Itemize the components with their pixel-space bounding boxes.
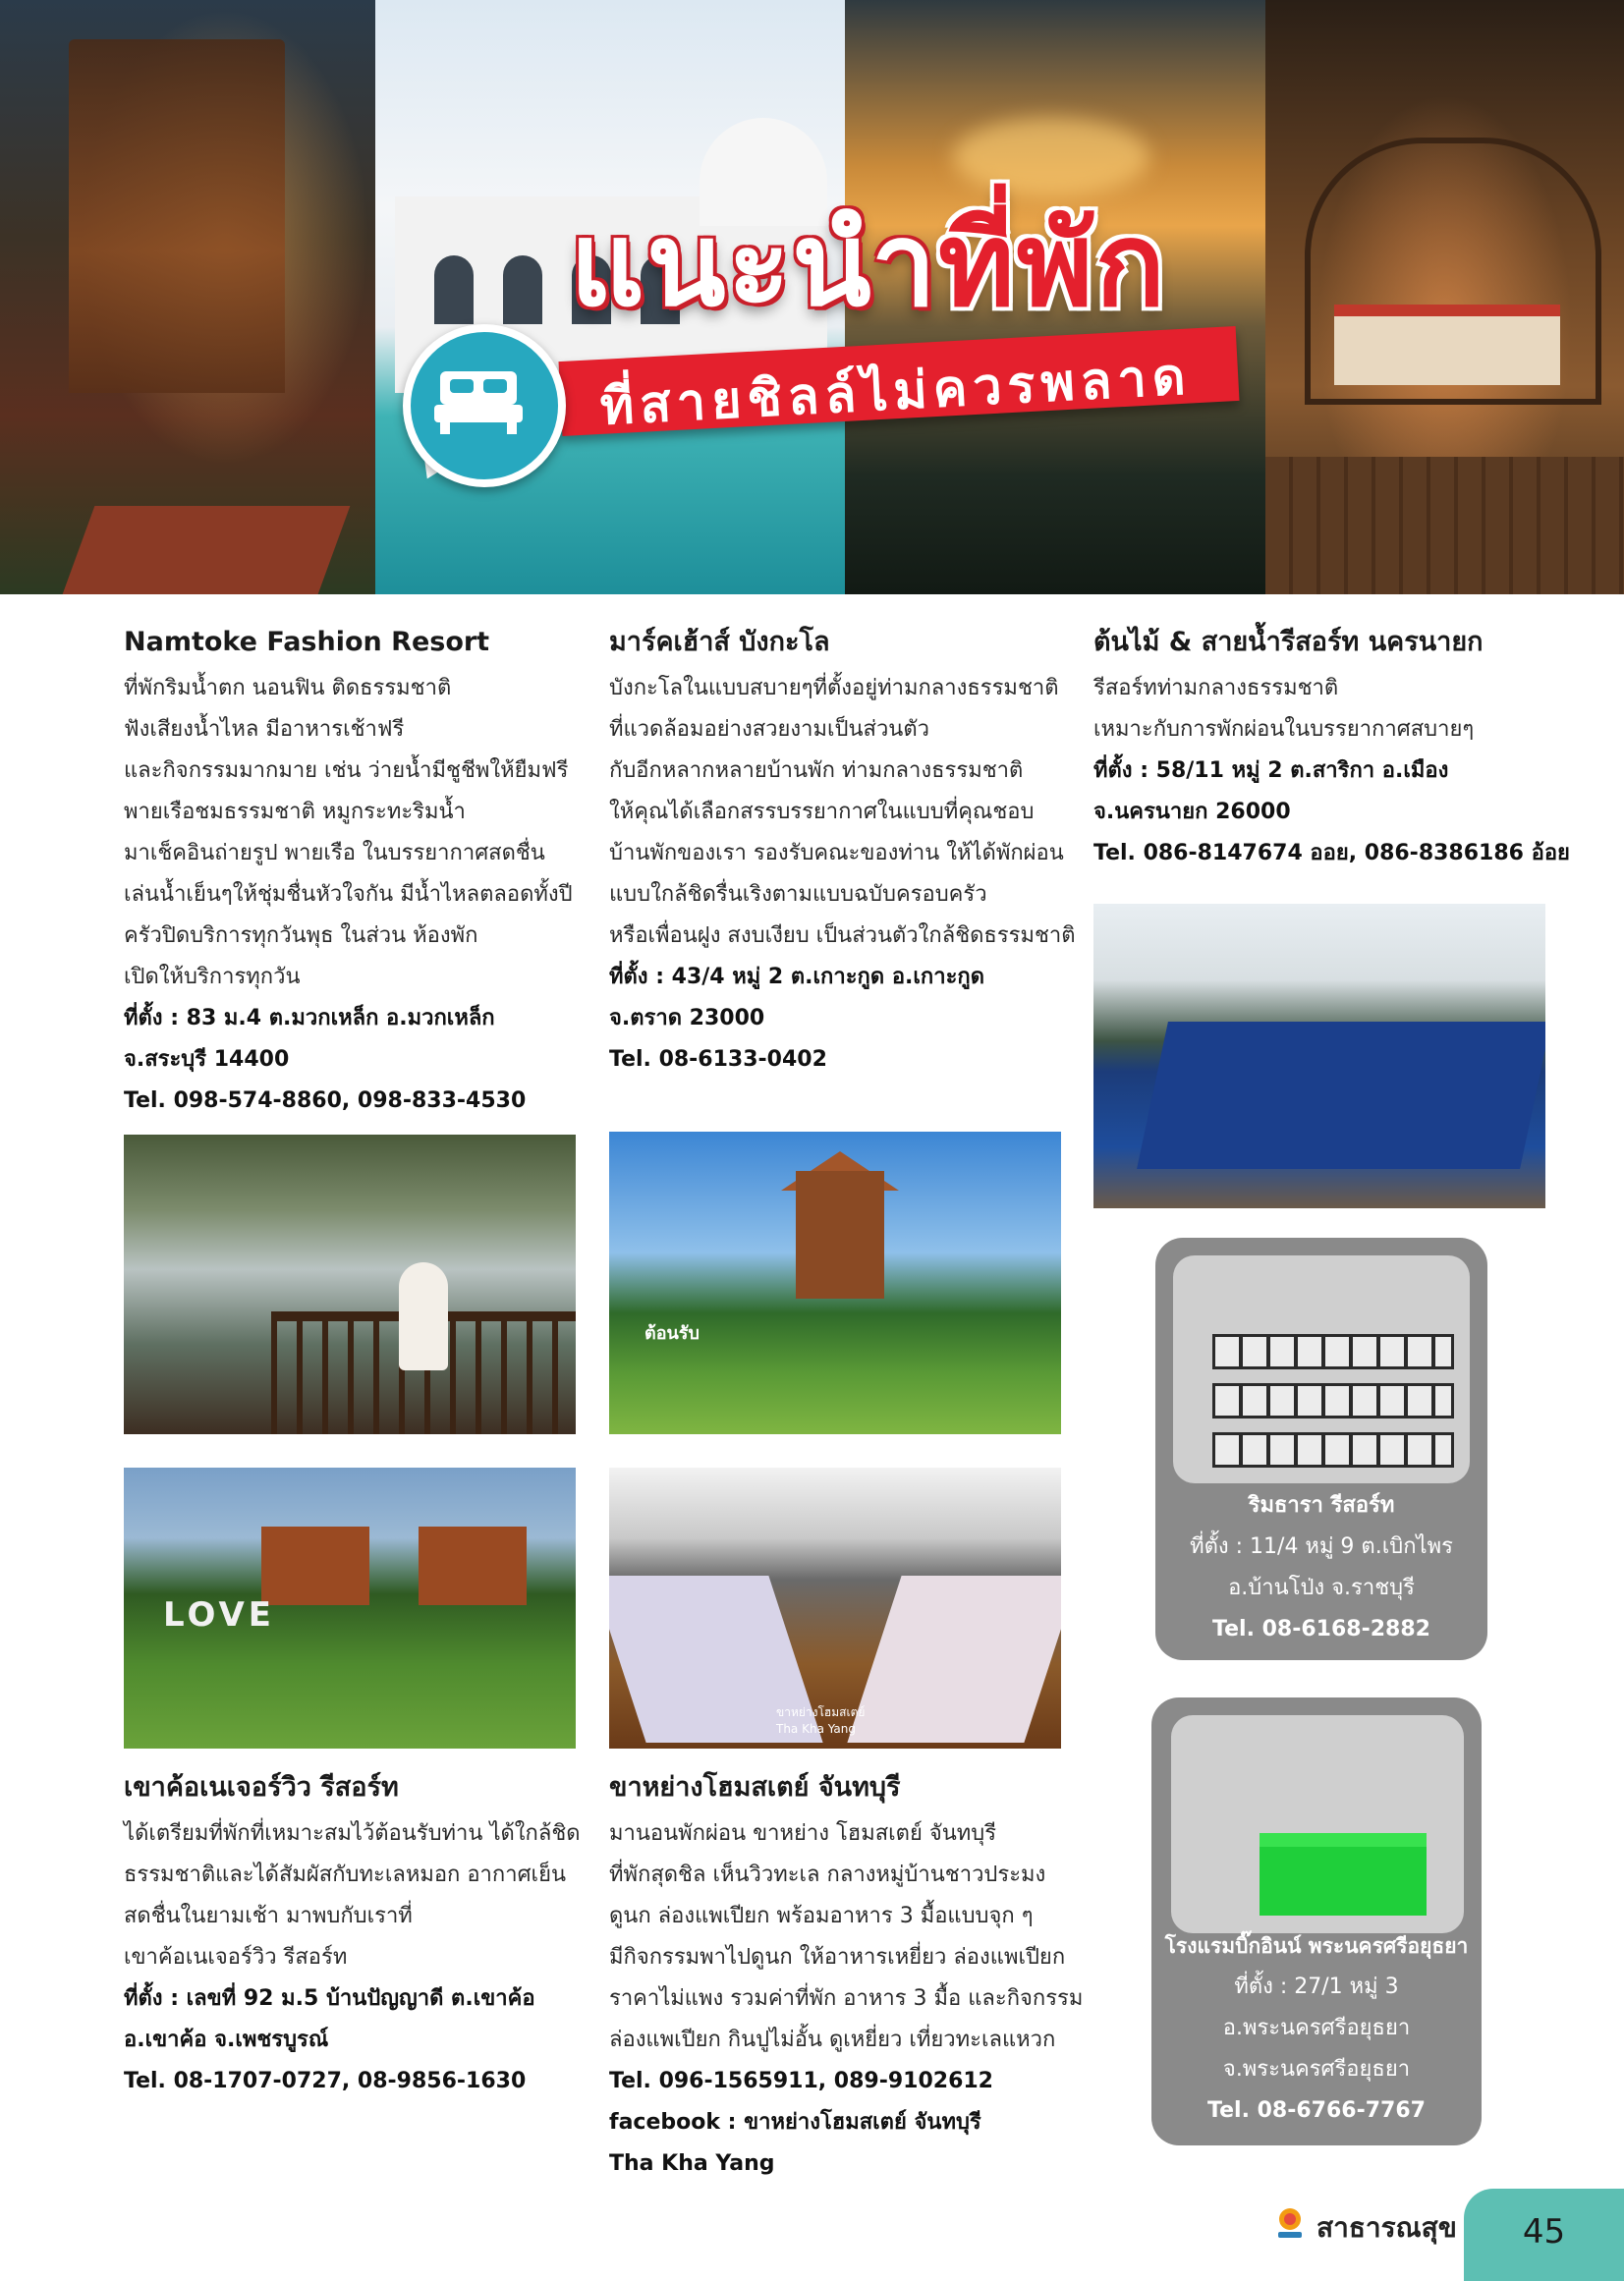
resort-desc-line: รีสอร์ทท่ามกลางธรรมชาติ	[1093, 676, 1339, 700]
resort-desc-line: เปิดให้บริการทุกวัน	[124, 965, 301, 989]
magazine-name: สาธารณสุข	[1316, 2211, 1457, 2244]
card-line: ที่ตั้ง : 27/1 หมู่ 3	[1234, 1975, 1399, 1999]
resort-desc-line: ที่พักสุดชิล เห็นวิวทะเล กลางหมู่บ้านชาวประมง	[609, 1863, 1046, 1887]
resort-tel: Tel. 086-8147674 ออย, 086-8386186 อ้อย	[1093, 841, 1570, 865]
photo-thakhayang-room	[609, 1468, 1061, 1749]
photo-tonmai-pool	[1093, 904, 1545, 1208]
resort-tel: Tel. 08-1707-0727, 08-9856-1630	[124, 2069, 527, 2093]
resort-tel: Tel. 098-574-8860, 098-833-4530	[124, 1088, 527, 1113]
card-tel: Tel. 08-6168-2882	[1212, 1617, 1430, 1641]
hero-photo-bedroom	[1265, 0, 1624, 594]
resort-desc-line: พายเรือชมธรรมชาติ หมูกระทะริมน้ำ	[124, 800, 466, 824]
resort-address: จ.สระบุรี 14400	[124, 1047, 290, 1072]
resort-desc-line: แบบใกล้ชิดรื่นเริงตามแบบฉบับครอบครัว	[609, 882, 987, 907]
resort-desc-line: ราคาไม่แพง รวมค่าที่พัก อาหาร 3 มื้อ และกิจกรรม	[609, 1986, 1084, 2011]
resort-name: เขาค้อเนเจอร์วิว รีสอร์ท	[124, 1772, 399, 1803]
resort-tel: Tel. 08-6133-0402	[609, 1047, 827, 1072]
love-sign: LOVE	[163, 1595, 275, 1635]
resort-desc-line: และกิจกรรมมากมาย เช่น ว่ายน้ำมีชูชีพให้ยืมฟรี	[124, 758, 569, 783]
card-biginn	[1151, 1697, 1482, 2145]
page-number: 45	[1522, 2212, 1566, 2252]
card-name: ริมธารา รีสอร์ท	[1248, 1493, 1395, 1518]
banner-subtitle: ที่สายชิลล์ไม่ควรพลาด	[598, 347, 1193, 437]
resort-desc-line: เล่นน้ำเย็นๆให้ชุ่มชื่นหัวใจกัน มีน้ำไหลตลอดทั้งปี	[124, 882, 573, 907]
resort-desc-line: ดูนก ล่องแพเปียก พร้อมอาหาร 3 มื้อแบบจุก ๆ	[609, 1904, 1034, 1928]
photo-biginn-room	[1171, 1715, 1464, 1933]
photo-rimthara-building	[1173, 1255, 1470, 1483]
resort-name: ต้นไม้ & สายน้ำรีสอร์ท นครนายก	[1093, 627, 1484, 657]
resort-tel: Tel. 096-1565911, 089-9102612	[609, 2069, 993, 2093]
card-line: จ.พระนครศรีอยุธยา	[1222, 2057, 1411, 2082]
resort-desc-line: สดชื่นในยามเช้า มาพบกับเราที่	[124, 1904, 413, 1928]
room-caption-en: Tha Kha Yang	[776, 1722, 856, 1736]
resort-desc-line: มานอนพักผ่อน ขาหย่าง โฮมสเตย์ จันทบุรี	[609, 1821, 997, 1846]
resort-desc-line: ธรรมชาติและได้สัมผัสกับทะเลหมอก อากาศเย็น	[124, 1863, 567, 1887]
resort-desc-line: ล่องแพเปียก กินปูไม่อั้น ดูเหยี่ยว เที่ยวทะเลแหวก	[609, 2028, 1056, 2052]
resort-desc-line: ที่พักริมน้ำตก นอนฟิน ติดธรรมชาติ	[124, 676, 452, 700]
photo-khaokho-love-garden	[124, 1468, 576, 1749]
card-line: อ.บ้านโป่ง จ.ราชบุรี	[1228, 1576, 1415, 1600]
resort-markhouse	[609, 623, 1076, 1081]
resort-desc-line: มาเช็คอินถ่ายรูป พายเรือ ในบรรยากาศสดชื่น	[124, 841, 545, 865]
banner-title-part2: ที่พัก	[938, 196, 1168, 332]
resort-desc-line: ได้เตรียมที่พักที่เหมาะสมไว้ต้อนรับท่าน ได้ใกล้ชิด	[124, 1821, 581, 1846]
resort-khaokho	[124, 1768, 581, 2102]
page-number-tab	[1464, 2189, 1624, 2281]
card-line: ที่ตั้ง : 11/4 หมู่ 9 ต.เบิกไพร	[1190, 1534, 1453, 1559]
resort-thakhayang	[609, 1768, 1083, 2185]
photo-watermark: ต้อนรับ	[644, 1323, 700, 1344]
banner-title	[550, 196, 1297, 452]
resort-desc-line: บ้านพักของเรา รองรับคณะของท่าน ให้ได้พักผ่อน	[609, 841, 1064, 865]
photo-markhouse-villa	[609, 1132, 1061, 1434]
resort-address: จ.ตราด 23000	[609, 1006, 765, 1030]
resort-desc-line: ที่แวดล้อมอย่างสวยงามเป็นส่วนตัว	[609, 717, 929, 742]
resort-desc-line: ครัวปิดบริการทุกวันพุธ ในส่วน ห้องพัก	[124, 923, 478, 948]
room-caption-th: ขาหย่างโฮมสเตย์	[776, 1705, 866, 1719]
photo-namtoke-waterfall	[124, 1135, 576, 1434]
resort-extra: Tha Kha Yang	[609, 2151, 775, 2176]
hero-photo-wooden-house	[0, 0, 375, 594]
resort-name: Namtoke Fashion Resort	[124, 627, 490, 657]
resort-desc-line: บังกะโลในแบบสบายๆที่ตั้งอยู่ท่ามกลางธรรมชาติ	[609, 676, 1059, 700]
card-line: อ.พระนครศรีอยุธยา	[1222, 2016, 1411, 2040]
card-name: โรงแรมบิ๊กอินน์ พระนครศรีอยุธยา	[1164, 1934, 1469, 1958]
resort-facebook: facebook : ขาหย่างโฮมสเตย์ จันทบุรี	[609, 2110, 981, 2135]
resort-address: จ.นครนายก 26000	[1093, 800, 1291, 824]
resort-address: อ.เขาค้อ จ.เพชรบูรณ์	[124, 2028, 329, 2052]
banner-ribbon	[558, 326, 1239, 436]
resort-desc-line: กับอีกหลากหลายบ้านพัก ท่ามกลางธรรมชาติ	[609, 758, 1024, 783]
resort-desc-line: เหมาะกับการพักผ่อนในบรรยากาศสบายๆ	[1093, 717, 1475, 742]
resort-desc-line: เขาค้อเนเจอร์วิว รีสอร์ท	[124, 1945, 348, 1970]
hero-banner	[0, 0, 1624, 594]
resort-address: ที่ตั้ง : เลขที่ 92 ม.5 บ้านปัญญาดี ต.เขาค้อ	[124, 1986, 535, 2011]
resort-tonmai	[1093, 623, 1570, 874]
bed-icon	[403, 324, 566, 487]
resort-address: ที่ตั้ง : 58/11 หมู่ 2 ต.สาริกา อ.เมือง	[1093, 758, 1449, 783]
resort-namtoke	[124, 623, 573, 1122]
card-tel: Tel. 08-6766-7767	[1207, 2098, 1426, 2123]
resort-desc-line: ให้คุณได้เลือกสรรบรรยากาศในแบบที่คุณชอบ	[609, 800, 1035, 824]
card-rimthara	[1155, 1238, 1487, 1660]
magazine-logo-icon	[1272, 2205, 1308, 2241]
resort-address: ที่ตั้ง : 83 ม.4 ต.มวกเหล็ก อ.มวกเหล็ก	[124, 1006, 495, 1030]
resort-desc-line: มีกิจกรรมพาไปดูนก ให้อาหารเหยี่ยว ล่องแพเปียก	[609, 1945, 1066, 1970]
resort-desc-line: ฟังเสียงน้ำไหล มีอาหารเช้าฟรี	[124, 717, 405, 742]
resort-name: มาร์คเฮ้าส์ บังกะโล	[609, 627, 830, 657]
resort-name: ขาหย่างโฮมสเตย์ จันทบุรี	[609, 1772, 901, 1803]
resort-address: ที่ตั้ง : 43/4 หมู่ 2 ต.เกาะกูด อ.เกาะกูด	[609, 965, 985, 989]
banner-title-part1: แนะนำ	[570, 196, 939, 332]
resort-desc-line: หรือเพื่อนฝูง สงบเงียบ เป็นส่วนตัวใกล้ชิดธรรมชาติ	[609, 923, 1076, 948]
